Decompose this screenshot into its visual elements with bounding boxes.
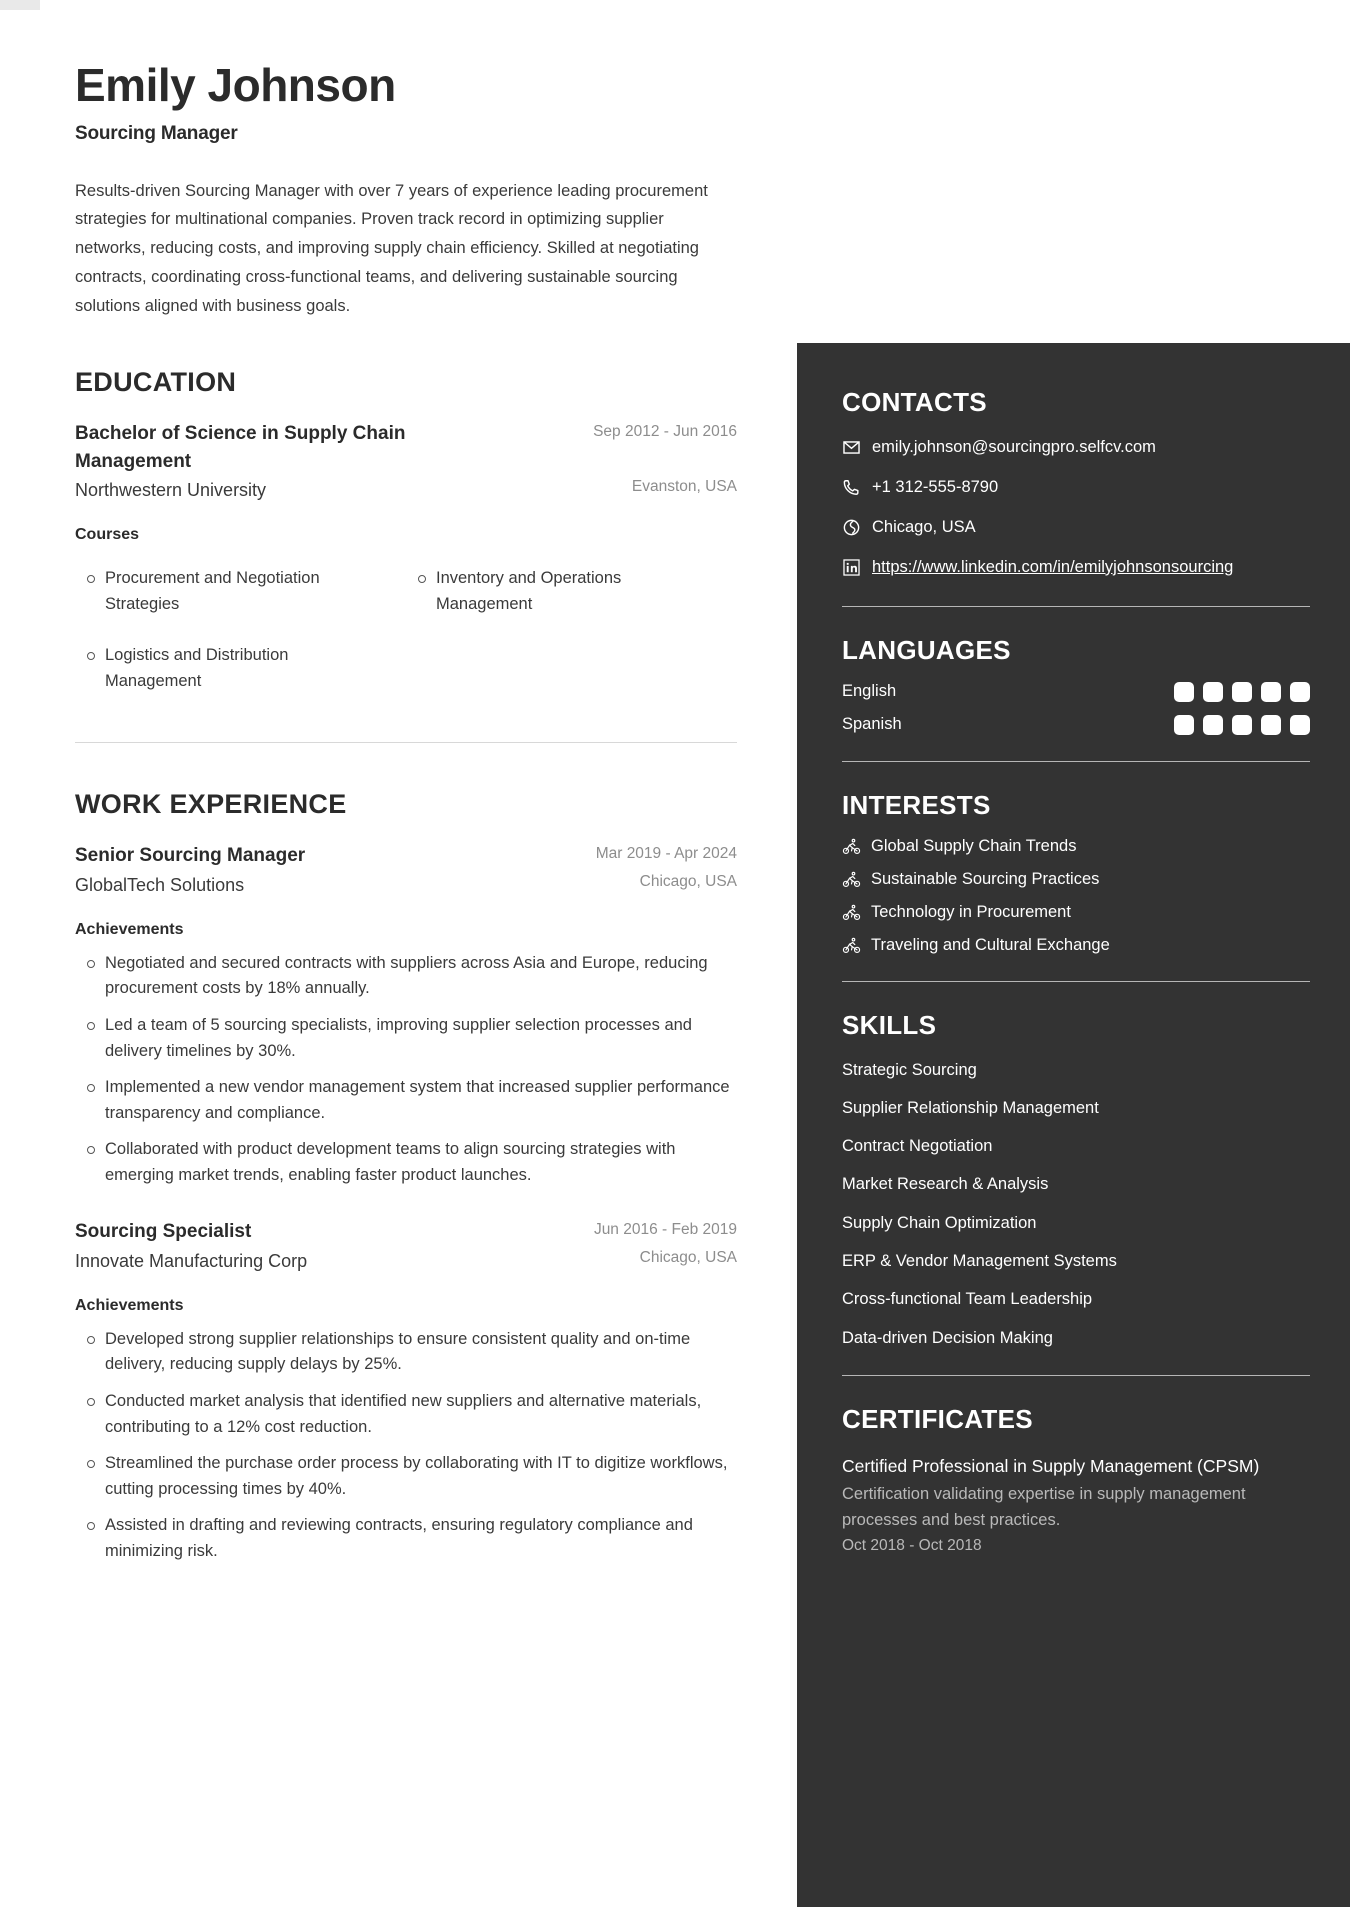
sidebar-divider	[842, 981, 1310, 982]
interest-item	[842, 837, 1310, 856]
certificates-list	[842, 1453, 1310, 1555]
level-dot	[1261, 682, 1281, 702]
job-location: Chicago, USA	[639, 1248, 737, 1266]
contacts-section-title: CONTACTS	[842, 387, 987, 417]
contact-location	[842, 516, 1310, 540]
sidebar	[797, 343, 1350, 1907]
work-entry	[75, 842, 737, 1188]
cycling-icon	[842, 837, 861, 856]
cycling-icon	[842, 936, 861, 955]
main-column	[0, 0, 797, 1575]
skill-item: ERP & Vendor Management Systems	[842, 1252, 1117, 1271]
interest-label: Technology in Procurement	[871, 902, 1071, 921]
work-entry	[75, 1218, 737, 1564]
education-section-title: EDUCATION	[75, 366, 237, 397]
level-dot	[1203, 682, 1223, 702]
contact-phone[interactable]	[842, 476, 1310, 500]
list-item: Inventory and Operations Management	[406, 566, 737, 617]
job-company: Innovate Manufacturing Corp	[75, 1250, 308, 1271]
education-school: Northwestern University	[75, 480, 267, 501]
interests-list	[842, 837, 1310, 955]
list-item: Negotiated and secured contracts with suppliers across Asia and Europe, reducing procurement costs by 18% annually.	[75, 951, 737, 1002]
contact-email-value: emily.johnson@sourcingpro.selfcv.com	[872, 438, 1156, 456]
candidate-role: Sourcing Manager	[75, 122, 238, 144]
skill-item: Supply Chain Optimization	[842, 1213, 1037, 1232]
skill-item: Cross-functional Team Leadership	[842, 1290, 1093, 1309]
education-section	[75, 367, 737, 743]
achievements-list	[75, 951, 737, 1189]
languages-list	[842, 682, 1310, 735]
header-block	[75, 60, 737, 321]
level-dot	[1232, 715, 1252, 735]
list-item: Collaborated with product development teams to align sourcing strategies with emerging market trends, enabling faster product launches.	[75, 1137, 737, 1188]
work-section-title: WORK EXPERIENCE	[75, 789, 347, 820]
job-company: GlobalTech Solutions	[75, 874, 245, 895]
list-item: Led a team of 5 sourcing specialists, improving supplier selection processes and delivery timelines by 30%.	[75, 1013, 737, 1064]
job-dates: Mar 2019 - Apr 2024	[595, 845, 737, 863]
list-item: Logistics and Distribution Management	[75, 643, 406, 694]
cycling-icon	[842, 903, 861, 922]
contacts-section	[842, 387, 1310, 580]
contact-location-value: Chicago, USA	[872, 517, 976, 536]
language-row	[842, 682, 1310, 702]
interest-label: Traveling and Cultural Exchange	[871, 935, 1110, 954]
interest-item	[842, 870, 1310, 889]
skill-item: Strategic Sourcing	[842, 1060, 977, 1079]
courses-label: Courses	[75, 526, 140, 544]
language-name: English	[842, 682, 897, 701]
list-item: Conducted market analysis that identified new suppliers and alternative materials, contributing to a 12% cost reduction.	[75, 1389, 737, 1440]
contact-phone-value: +1 312-555-8790	[872, 477, 999, 496]
section-divider	[75, 742, 737, 743]
envelope-icon	[842, 438, 861, 457]
courses-grid	[75, 554, 737, 708]
job-location: Chicago, USA	[639, 872, 737, 890]
level-dot	[1232, 682, 1252, 702]
skill-item: Data-driven Decision Making	[842, 1328, 1053, 1347]
interests-section-title: INTERESTS	[842, 789, 991, 820]
globe-icon	[842, 518, 861, 537]
languages-section	[842, 635, 1310, 735]
language-level-meter	[1174, 715, 1310, 735]
certificate-description: Certification validating expertise in supply management processes and best practices.	[842, 1484, 1246, 1529]
level-dot	[1290, 715, 1310, 735]
contact-email[interactable]	[842, 436, 1310, 460]
interest-label: Sustainable Sourcing Practices	[871, 869, 1100, 888]
achievements-label: Achievements	[75, 920, 184, 938]
phone-icon	[842, 478, 861, 497]
interest-label: Global Supply Chain Trends	[871, 836, 1077, 855]
sidebar-divider	[842, 761, 1310, 762]
contacts-list	[842, 436, 1310, 580]
interests-section	[842, 790, 1310, 955]
linkedin-icon	[842, 558, 861, 577]
list-item: Assisted in drafting and reviewing contracts, ensuring regulatory compliance and minimizing risk.	[75, 1513, 737, 1564]
languages-section-title: LANGUAGES	[842, 634, 1011, 665]
education-location: Evanston, USA	[631, 478, 737, 496]
language-row	[842, 715, 1310, 735]
skills-section-title: SKILLS	[842, 1009, 937, 1040]
job-dates: Jun 2016 - Feb 2019	[593, 1221, 737, 1239]
certificate-title: Certified Professional in Supply Management (CPSM)	[842, 1455, 1260, 1476]
list-item: Streamlined the purchase order process by collaborating with IT to digitize workflows, cutting processing times by 40%.	[75, 1451, 737, 1502]
skill-item: Contract Negotiation	[842, 1137, 993, 1156]
skill-item: Supplier Relationship Management	[842, 1098, 1099, 1117]
sidebar-divider	[842, 606, 1310, 607]
work-experience-section	[75, 789, 737, 1564]
certificate-dates: Oct 2018 - Oct 2018	[842, 1537, 982, 1555]
job-title: Senior Sourcing Manager	[75, 845, 306, 867]
education-entry	[75, 420, 737, 708]
language-level-meter	[1174, 682, 1310, 702]
list-item: Procurement and Negotiation Strategies	[75, 566, 406, 617]
list-item: Developed strong supplier relationships to ensure consistent quality and on-time delivery, reducing supply delays by 25%.	[75, 1327, 737, 1378]
job-title: Sourcing Specialist	[75, 1221, 252, 1243]
certificate-item	[842, 1453, 1310, 1555]
sidebar-divider	[842, 1375, 1310, 1376]
cycling-icon	[842, 870, 861, 889]
level-dot	[1261, 715, 1281, 735]
candidate-name: Emily Johnson	[75, 59, 396, 111]
achievements-list	[75, 1327, 737, 1565]
language-name: Spanish	[842, 715, 902, 734]
interest-item	[842, 936, 1310, 955]
education-degree: Bachelor of Science in Supply Chain Management	[75, 422, 406, 472]
level-dot	[1174, 682, 1194, 702]
contact-linkedin-value[interactable]: https://www.linkedin.com/in/emilyjohnsonsourcing	[872, 557, 1234, 576]
contact-linkedin[interactable]	[842, 556, 1310, 580]
education-dates: Sep 2012 - Jun 2016	[593, 422, 737, 440]
certificates-section-title: CERTIFICATES	[842, 1403, 1033, 1434]
level-dot	[1174, 715, 1194, 735]
achievements-label: Achievements	[75, 1296, 184, 1314]
skills-list	[842, 1059, 1310, 1349]
level-dot	[1203, 715, 1223, 735]
certificates-section	[842, 1404, 1310, 1555]
skill-item: Market Research & Analysis	[842, 1175, 1049, 1194]
interest-item	[842, 903, 1310, 922]
list-item: Implemented a new vendor management system that increased supplier performance transparency and compliance.	[75, 1075, 737, 1126]
professional-summary: Results-driven Sourcing Manager with over 7 years of experience leading procurement strategies for multinational companies. Proven track record in optimizing supplier networks, reducing costs, and improving supply chain efficiency. Skilled at negotiating contracts, coordinating cross-functional teams, and delivering sustainable sourcing solutions aligned with business goals.	[75, 181, 708, 316]
skills-section	[842, 1010, 1310, 1349]
level-dot	[1290, 682, 1310, 702]
